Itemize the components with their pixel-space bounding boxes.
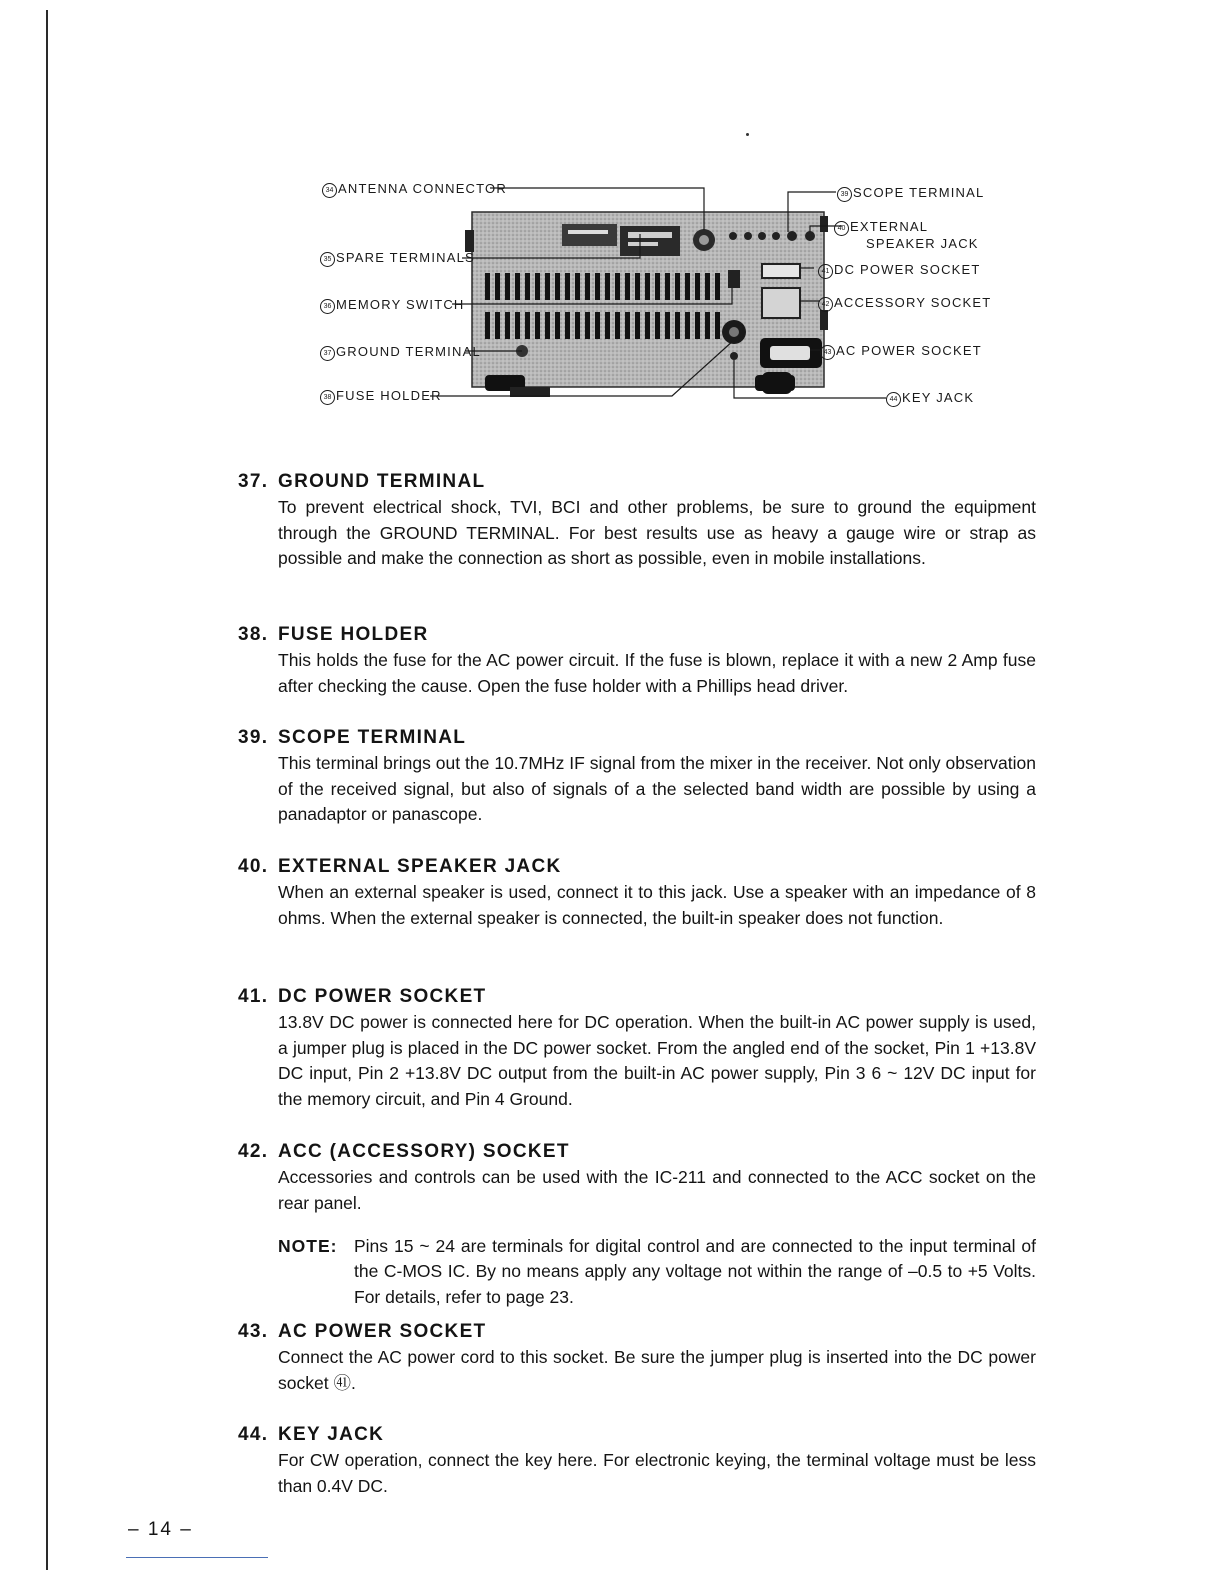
section-title: FUSE HOLDER — [278, 624, 429, 645]
section-number: 40. — [238, 856, 269, 877]
section-title: SCOPE TERMINAL — [278, 727, 467, 748]
section-heading — [238, 1319, 1038, 1345]
section-key-jack — [238, 1422, 1038, 1517]
footer-rule — [126, 1557, 268, 1558]
callout-memory-switch — [320, 297, 465, 314]
callout-number: 42 — [818, 297, 833, 312]
section-title: GROUND TERMINAL — [278, 471, 486, 492]
callout-external-speaker-jack — [834, 219, 979, 251]
section-number: 43. — [238, 1321, 269, 1342]
binding-edge-line — [46, 10, 48, 1570]
callout-antenna-connector — [322, 181, 507, 198]
section-title: EXTERNAL SPEAKER JACK — [278, 856, 562, 877]
callout-number: 37 — [320, 346, 335, 361]
section-heading — [238, 984, 1038, 1010]
section-scope-terminal — [238, 725, 1038, 845]
note-text: Pins 15 ~ 24 are terminals for digital control and are connected to the input terminal of the C-MOS IC. By no means apply any voltage not within the range of –0.5 to +5 Volts. For details, refer to page 23. — [354, 1235, 1036, 1307]
section-body: For CW operation, connect the key here. For electronic keying, the terminal voltage must be less than 0.4V DC. — [278, 1450, 1036, 1496]
memory-switch-shape — [728, 270, 740, 288]
section-heading — [238, 469, 1038, 495]
note-label: NOTE: — [278, 1235, 338, 1256]
scan-speck — [746, 133, 749, 136]
callout-key-jack — [886, 390, 974, 407]
serial-plate — [620, 226, 680, 256]
callout-number: 43 — [820, 345, 835, 360]
callout-number: 39 — [837, 187, 852, 202]
section-title: ACC (ACCESSORY) SOCKET — [278, 1141, 570, 1162]
section-title: DC POWER SOCKET — [278, 986, 487, 1007]
section-number: 42. — [238, 1141, 269, 1162]
rear-panel-figure — [300, 170, 1000, 420]
section-ground-terminal — [238, 469, 1038, 589]
callout-number: 41 — [818, 264, 833, 279]
callout-label: ACCESSORY SOCKET — [834, 295, 992, 310]
callout-number: 36 — [320, 299, 335, 314]
section-body: To prevent electrical shock, TVI, BCI and other problems, be sure to ground the equipment through the GROUND TERMINAL. For best results use as heavy a gauge wire or strap as possible and make the connection as short as possible, even in mobile installations. — [278, 497, 1036, 568]
callout-label: SPARE TERMINALS — [336, 250, 475, 265]
callout-label: FUSE HOLDER — [336, 388, 442, 403]
section-number: 37. — [238, 471, 269, 492]
callout-label: DC POWER SOCKET — [834, 262, 981, 277]
section-number: 41. — [238, 986, 269, 1007]
section-body: Accessories and controls can be used with the IC-211 and connected to the ACC socket on the rear panel. — [278, 1167, 1036, 1213]
section-heading — [238, 1139, 1038, 1165]
callout-number: 34 — [322, 183, 337, 198]
section-number: 38. — [238, 624, 269, 645]
section-number: 39. — [238, 727, 269, 748]
section-heading — [238, 1422, 1038, 1448]
section-title: KEY JACK — [278, 1424, 385, 1445]
callout-label: ANTENNA CONNECTOR — [338, 181, 507, 196]
callout-number: 35 — [320, 252, 335, 267]
callout-label: EXTERNAL — [850, 219, 929, 234]
callout-number: 40 — [834, 221, 849, 236]
page-number: – 14 – — [128, 1519, 193, 1540]
callout-label: KEY JACK — [902, 390, 975, 405]
callout-spare-terminals — [320, 250, 475, 267]
section-number: 44. — [238, 1424, 269, 1445]
callout-label: SCOPE TERMINAL — [853, 185, 985, 200]
callout-fuse-holder — [320, 388, 442, 405]
callout-number: 44 — [886, 392, 901, 407]
callout-ground-terminal — [320, 344, 481, 361]
section-fuse-holder — [238, 622, 1038, 717]
section-body: This holds the fuse for the AC power circuit. If the fuse is blown, replace it with a new 2 Amp fuse after checking the cause. Open the fuse holder with a Phillips head driver. — [278, 650, 1036, 696]
section-external-speaker-jack — [238, 854, 1038, 949]
section-heading — [238, 725, 1038, 751]
callout-dc-power-socket — [818, 262, 981, 279]
callout-label: MEMORY SWITCH — [336, 297, 465, 312]
section-heading — [238, 622, 1038, 648]
note-block — [278, 1234, 1036, 1311]
section-ac-power-socket — [238, 1319, 1038, 1414]
section-body: Connect the AC power cord to this socket. Be sure the jumper plug is inserted into the DC power socket ㊶. — [278, 1347, 1036, 1393]
section-body: When an external speaker is used, connect it to this jack. Use a speaker with an impedance of 8 ohms. When the external speaker is connected, the built-in speaker does not function. — [278, 882, 1036, 928]
section-dc-power-socket — [238, 984, 1038, 1130]
section-body: This terminal brings out the 10.7MHz IF signal from the mixer in the receiver. Not only observation of the received signal, but also of signals of a the selected band width are possible by using a panadaptor or panascope. — [278, 753, 1036, 824]
callout-accessory-socket — [818, 295, 991, 312]
callout-scope-terminal — [837, 185, 984, 202]
section-body: 13.8V DC power is connected here for DC operation. When the built-in AC power supply is used, a jumper plug is placed in the DC power socket. From the angled end of the socket, Pin 1 +13.8V DC input, Pin 2 +13.8V DC output from the built-in AC power supply, Pin 3 6 ~ 12V DC input for the memory circuit, and Pin 4 Ground. — [278, 1012, 1036, 1109]
section-heading — [238, 854, 1038, 880]
dc-socket-shape — [762, 264, 800, 278]
callout-label: GROUND TERMINAL — [336, 344, 481, 359]
callout-label-line2: SPEAKER JACK — [866, 236, 979, 251]
section-title: AC POWER SOCKET — [278, 1321, 487, 1342]
callout-ac-power-socket — [820, 343, 982, 360]
section-acc-socket — [238, 1139, 1038, 1310]
callout-number: 38 — [320, 390, 335, 405]
acc-socket-shape — [762, 288, 800, 318]
callout-label: AC POWER SOCKET — [836, 343, 982, 358]
